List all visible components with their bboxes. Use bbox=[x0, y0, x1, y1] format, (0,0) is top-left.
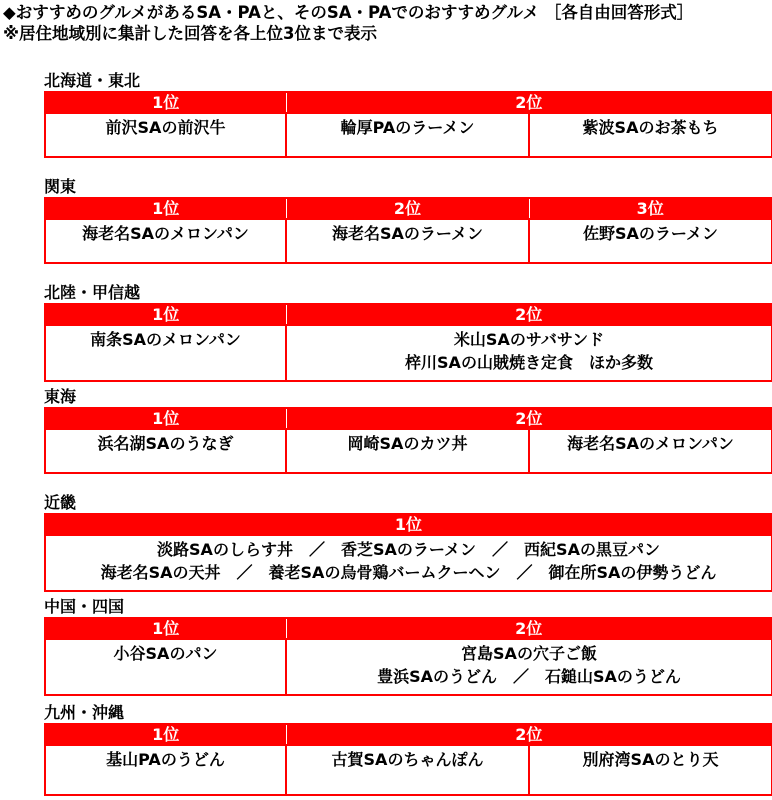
rank-2-header: 2位 bbox=[286, 92, 772, 113]
region-hokkaido-tohoku bbox=[44, 70, 771, 158]
answer-text: 前沢SAの前沢牛 bbox=[105, 118, 226, 137]
answer-cell bbox=[45, 219, 286, 263]
answer-text: 小谷SAのパン bbox=[113, 644, 218, 663]
region-kanto bbox=[44, 176, 771, 264]
rank-1-header: 1位 bbox=[45, 724, 286, 745]
answer-cell bbox=[45, 113, 286, 157]
ranking-table bbox=[44, 303, 772, 382]
rank-1-header: 1位 bbox=[45, 618, 286, 639]
answer-cell bbox=[45, 745, 286, 795]
rank-1-header: 1位 bbox=[45, 408, 286, 429]
title-line-1: ◆おすすめのグルメがあるSA・PAと、そのSA・PAでのおすすめグルメ ［各自由回答形式］ bbox=[3, 3, 694, 22]
answer-text: 別府湾SAのとり天 bbox=[582, 750, 719, 769]
answer-cell bbox=[286, 745, 529, 795]
answer-cell bbox=[45, 639, 286, 695]
answer-text: 米山SAのサバサンド bbox=[453, 330, 605, 349]
ranking-table bbox=[44, 407, 772, 474]
region-name: 北陸・甲信越 bbox=[44, 283, 141, 302]
answer-cell bbox=[286, 325, 772, 381]
answer-cell bbox=[286, 429, 529, 473]
rank-2-header: 2位 bbox=[286, 618, 772, 639]
ranking-table bbox=[44, 617, 772, 696]
rank-2-header: 2位 bbox=[286, 724, 772, 745]
region-name: 中国・四国 bbox=[44, 597, 125, 616]
rank-1-header: 1位 bbox=[45, 514, 772, 535]
region-name: 関東 bbox=[44, 177, 77, 196]
answer-text: 古賀SAのちゃんぽん bbox=[331, 750, 484, 769]
answer-cell bbox=[45, 325, 286, 381]
region-name: 近畿 bbox=[44, 493, 77, 512]
region-hokuriku-koshinetsu bbox=[44, 282, 771, 382]
region-name: 九州・沖縄 bbox=[44, 703, 125, 722]
answer-text: 海老名SAの天丼 ／ 養老SAの烏骨鶏バームクーヘン ／ 御在所SAの伊勢うどん bbox=[100, 563, 717, 582]
answer-text: 淡路SAのしらす丼 ／ 香芝SAのラーメン ／ 西紀SAの黒豆パン bbox=[157, 540, 660, 559]
region-chugoku-shikoku bbox=[44, 596, 771, 696]
region-kyushu-okinawa bbox=[44, 702, 771, 796]
answer-text: 豊浜SAのうどん ／ 石鎚山SAのうどん bbox=[377, 667, 681, 686]
rank-1-header: 1位 bbox=[45, 304, 286, 325]
answer-text: 海老名SAのメロンパン bbox=[82, 224, 249, 243]
region-name: 東海 bbox=[44, 387, 77, 406]
rank-1-header: 1位 bbox=[45, 198, 286, 219]
answer-cell bbox=[45, 429, 286, 473]
rank-2-header: 2位 bbox=[286, 304, 772, 325]
rank-2-header: 2位 bbox=[286, 408, 772, 429]
answer-cell bbox=[286, 113, 529, 157]
answer-cell bbox=[529, 113, 772, 157]
rank-2-header: 2位 bbox=[286, 198, 529, 219]
answer-text: 梓川SAの山賊焼き定食 ほか多数 bbox=[405, 353, 653, 372]
answer-text: 浜名湖SAのうなぎ bbox=[97, 434, 234, 453]
answer-text: 岡崎SAのカツ丼 bbox=[347, 434, 468, 453]
answer-cell bbox=[45, 535, 772, 591]
rank-3-header: 3位 bbox=[529, 198, 772, 219]
title-line-2: ※居住地域別に集計した回答を各上位3位まで表示 bbox=[3, 24, 378, 43]
answer-cell bbox=[286, 219, 529, 263]
answer-cell bbox=[286, 639, 772, 695]
answer-text: 紫波SAのお茶もち bbox=[582, 118, 719, 137]
region-kinki bbox=[44, 492, 771, 592]
page-title bbox=[3, 2, 693, 44]
region-tokai bbox=[44, 386, 771, 474]
answer-cell bbox=[529, 745, 772, 795]
answer-text: 海老名SAのラーメン bbox=[331, 224, 484, 243]
answer-text: 輪厚PAのラーメン bbox=[340, 118, 475, 137]
ranking-table bbox=[44, 513, 772, 592]
answer-cell bbox=[529, 219, 772, 263]
ranking-table bbox=[44, 91, 772, 158]
ranking-table bbox=[44, 723, 772, 796]
answer-text: 海老名SAのメロンパン bbox=[567, 434, 734, 453]
answer-text: 宮島SAの穴子ご飯 bbox=[461, 644, 597, 663]
answer-cell bbox=[529, 429, 772, 473]
answer-text: 基山PAのうどん bbox=[106, 750, 225, 769]
ranking-table bbox=[44, 197, 772, 264]
answer-text: 南条SAのメロンパン bbox=[90, 330, 241, 349]
region-name: 北海道・東北 bbox=[44, 71, 141, 90]
rank-1-header: 1位 bbox=[45, 92, 286, 113]
answer-text: 佐野SAのラーメン bbox=[582, 224, 719, 243]
